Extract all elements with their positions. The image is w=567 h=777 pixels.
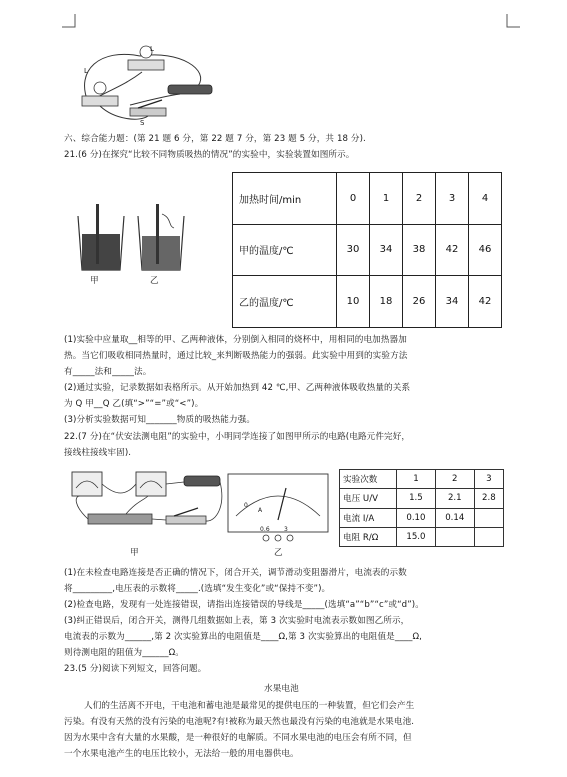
table-cell: 15.0 xyxy=(397,527,436,546)
table-cell: 实验次数 xyxy=(340,470,397,489)
q22-p1-line1: (1)在未检查电路连接是否正确的情况下，闭合开关，调节滑动变阻器滑片，电流表的示数 xyxy=(64,568,407,578)
circuit-label-jia: 甲 xyxy=(130,548,139,558)
table-cell: 38 xyxy=(403,224,436,276)
table-cell: 0 xyxy=(337,173,370,225)
ammeter-label-yi: 乙 xyxy=(274,548,283,558)
table-cell: 1.5 xyxy=(397,489,436,508)
q22-p3-line3: 则待测电阻的阻值为______Ω。 xyxy=(64,648,184,658)
crop-mark-top-right xyxy=(506,14,520,28)
table-cell: 34 xyxy=(370,224,403,276)
q21-p2-line2: 为 Q 甲__Q 乙(填“>”“=”或“<”)。 xyxy=(64,399,204,409)
table-cell: 电压 U/V xyxy=(340,489,397,508)
table-row xyxy=(340,470,504,489)
crop-mark-top-left xyxy=(62,14,76,28)
ammeter-unit: A xyxy=(258,507,263,514)
table-cell: 2 xyxy=(435,470,474,489)
q21-data-table xyxy=(232,172,502,328)
ammeter-tick-0: 0 xyxy=(244,502,248,509)
q22-p3-line2: 电流表的示数为______,第 2 次实验算出的电阻值是____Ω,第 3 次实验算出的电阻值是____Ω, xyxy=(64,632,422,642)
table-cell: 46 xyxy=(469,224,502,276)
table-cell: 甲的温度/℃ xyxy=(233,224,337,276)
lamp-l1-label: L xyxy=(84,67,88,75)
table-cell: 42 xyxy=(469,276,502,328)
q21-p1-line1: (1)实验中应量取__相等的甲、乙两种液体，分别倒入相同的烧杯中，用相同的电加热器加 xyxy=(64,335,407,345)
table-cell: 10 xyxy=(337,276,370,328)
q21-p1-line2: 热。当它们吸收相同热量时，通过比较_来判断吸热能力的强弱。此实验中用到的实验方法 xyxy=(64,351,408,361)
table-cell: 42 xyxy=(436,224,469,276)
q23-line1: 人们的生活离不开电，干电池和蓄电池是最常见的提供电压的一种装置，但它们会产生 xyxy=(84,701,415,711)
table-cell xyxy=(474,508,503,527)
table-cell: 加热时间/min xyxy=(233,173,337,225)
table-cell: 0.14 xyxy=(435,508,474,527)
table-cell: 3 xyxy=(436,173,469,225)
table-cell: 乙的温度/℃ xyxy=(233,276,337,328)
table-row xyxy=(233,276,502,328)
ammeter-tick-0.6: 0.6 xyxy=(260,526,270,533)
table-row xyxy=(340,527,504,546)
section6-heading: 六、综合能力题：(第 21 题 6 分，第 22 题 7 分，第 23 题 5 分，共 18 分). xyxy=(64,134,366,144)
beakers-figure xyxy=(72,200,192,280)
top-circuit-figure xyxy=(70,30,220,130)
q23-line4: 一个水果电池产生的电压比较小，无法给一般的用电器供电。 xyxy=(64,749,299,759)
q22-p1-line2: 将_________,电压表的示数将_____.(选填“发生变化”或“保持不变”)。 xyxy=(64,584,331,594)
table-cell: 电流 I/A xyxy=(340,508,397,527)
q21-stem: 21.(6 分)在探究“比较不同物质吸热的情况”的实验中，实验装置如图所示。 xyxy=(64,150,355,160)
table-cell: 3 xyxy=(474,470,503,489)
table-row xyxy=(233,173,502,225)
lamp-l2-label: L xyxy=(150,45,154,53)
table-row xyxy=(233,224,502,276)
table-row xyxy=(340,508,504,527)
beaker-label-jia: 甲 xyxy=(90,276,99,286)
table-cell: 1 xyxy=(397,470,436,489)
table-cell: 30 xyxy=(337,224,370,276)
q23-line2: 污染。有没有天然的没有污染的电池呢?有!被称为最天然也最没有污染的电池就是水果电池. xyxy=(64,717,415,727)
table-cell: 0.10 xyxy=(397,508,436,527)
table-cell: 1 xyxy=(370,173,403,225)
table-cell: 4 xyxy=(469,173,502,225)
q22-p2-line1: (2)检查电路，发现有一处连接错误，请指出连接错误的导线是_____(选填“a”“b”“c”或“d”)。 xyxy=(64,600,424,610)
ammeter-figure-yi xyxy=(226,472,330,548)
table-cell: 电阻 R/Ω xyxy=(340,527,397,546)
table-cell: 34 xyxy=(436,276,469,328)
q21-p3-line1: (3)分析实验数据可知_______物质的吸热能力强。 xyxy=(64,415,256,425)
circuit-figure-jia xyxy=(66,466,226,548)
table-row xyxy=(340,489,504,508)
q23-stem: 23.(5 分)阅读下列短文，回答问题。 xyxy=(64,664,207,674)
ammeter-tick-3: 3 xyxy=(284,526,288,533)
q21-p2-line1: (2)通过实验，记录数据如表格所示。从开始加热到 42 ℃,甲、乙两种液体吸收热量的关系 xyxy=(64,383,411,393)
q23-line3: 因为水果中含有大量的水果酸，是一种很好的电解质。不同水果电池的电压会有所不同，但 xyxy=(64,733,412,743)
table-cell: 26 xyxy=(403,276,436,328)
q21-p1-line3: 有_____法和_____法。 xyxy=(64,367,152,377)
q22-data-table xyxy=(339,469,504,547)
table-cell xyxy=(435,527,474,546)
table-cell: 2.1 xyxy=(435,489,474,508)
q22-p3-line1: (3)纠正错误后，闭合开关，测得几组数据如上表，第 3 次实验时电流表示数如图乙所示， xyxy=(64,616,410,626)
table-cell: 18 xyxy=(370,276,403,328)
q22-stem: 22.(7 分)在“伏安法测电阻”的实验中，小明同学连接了如图甲所示的电路(电路元件完好， xyxy=(64,432,411,442)
switch-s-label: S xyxy=(140,119,145,127)
table-cell xyxy=(474,527,503,546)
q22-stem2: 接线柱接线牢固). xyxy=(64,448,132,458)
beaker-label-yi: 乙 xyxy=(150,276,159,286)
table-cell: 2.8 xyxy=(474,489,503,508)
q23-article-title: 水果电池 xyxy=(264,684,299,694)
table-cell: 2 xyxy=(403,173,436,225)
